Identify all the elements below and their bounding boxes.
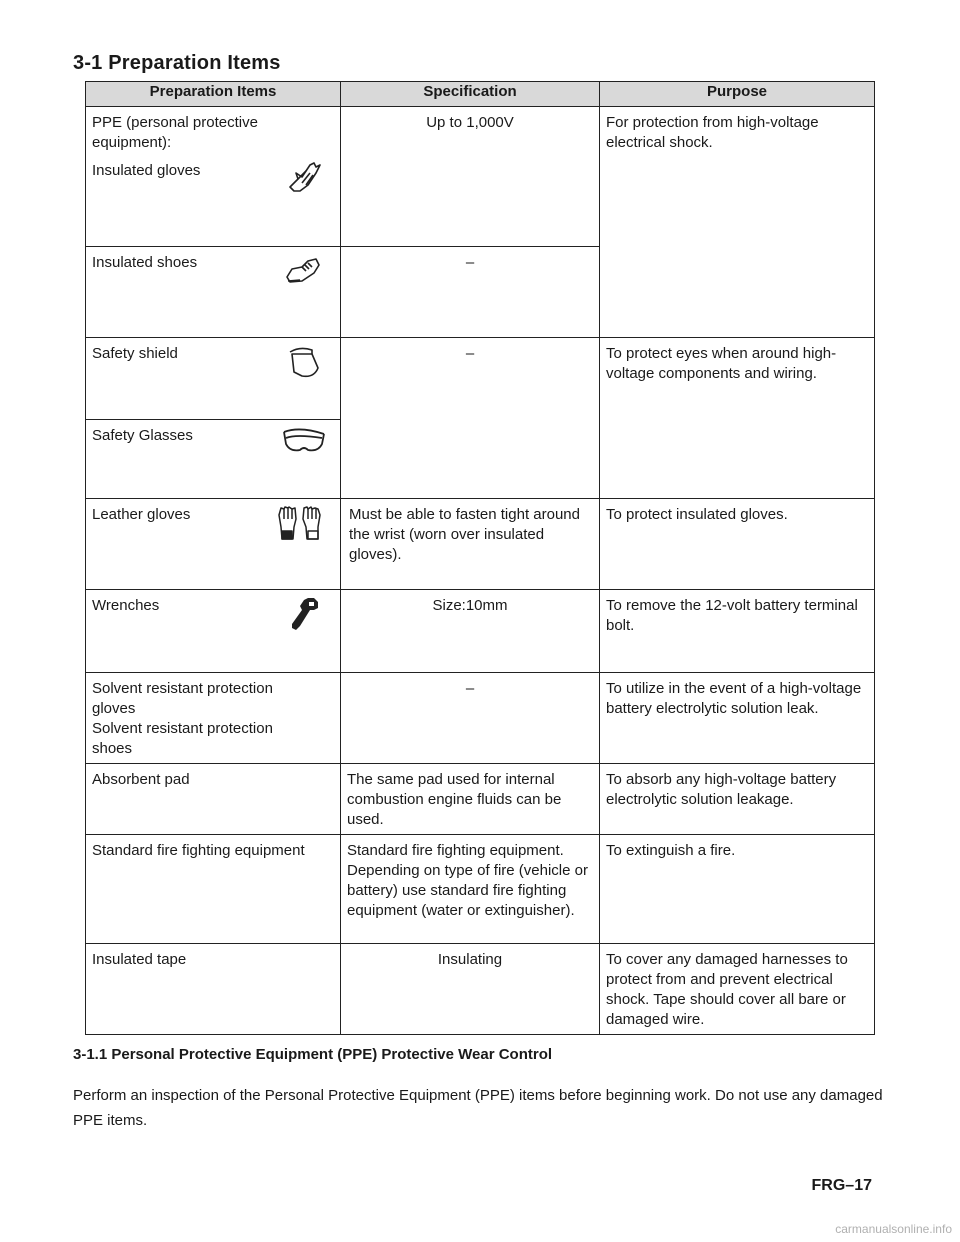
cell-spec-fire: Standard fire fighting equipment. Depending on type of fire (vehicle or battery) use standard fire fighting equipment (water or extinguisher).	[341, 835, 600, 944]
item-leather-gloves-label: Leather gloves	[92, 506, 191, 523]
page-number: FRG–17	[811, 1177, 872, 1194]
item-insulated-shoes-label: Insulated shoes	[92, 254, 198, 271]
section-title: 3-1 Preparation Items	[73, 52, 281, 74]
glove-icon	[286, 159, 324, 193]
cell-purpose-wrenches: To remove the 12-volt battery terminal bolt.	[600, 590, 875, 673]
watermark-text: carmanualsonline.info	[835, 1222, 952, 1236]
item-safety-glasses-label: Safety Glasses	[92, 427, 193, 444]
wrench-icon	[290, 596, 320, 632]
item-safety-shield-label: Safety shield	[92, 345, 178, 362]
cell-spec-solvent: –	[341, 673, 600, 764]
item-solvent-shoes-label: Solvent resistant protection shoes	[92, 720, 273, 757]
cell-purpose-shield: To protect eyes when around high-voltage components and wiring.	[600, 338, 875, 499]
table-row	[86, 944, 875, 1035]
cell-item-wrenches	[86, 590, 341, 673]
cell-item-glasses	[86, 420, 341, 499]
leather-gloves-icon	[276, 505, 324, 543]
preparation-items-table	[85, 81, 875, 1035]
cell-item-pad: Absorbent pad	[86, 764, 341, 835]
table-row	[86, 764, 875, 835]
cell-item-tape: Insulated tape	[86, 944, 341, 1035]
cell-spec-leather	[341, 499, 600, 590]
cell-item-shoes	[86, 247, 341, 338]
table-row	[86, 673, 875, 764]
table-header-row	[86, 82, 875, 107]
cell-item-shield	[86, 338, 341, 420]
cell-spec-tape: Insulating	[341, 944, 600, 1035]
header-specification: Specification	[341, 82, 600, 107]
cell-purpose-leather: To protect insulated gloves.	[600, 499, 875, 590]
cell-purpose-tape: To cover any damaged harnesses to protect from and prevent electrical shock. Tape should cover all bare or damaged wire.	[600, 944, 875, 1035]
safety-glasses-icon	[280, 424, 328, 458]
body-paragraph: Perform an inspection of the Personal Protective Equipment (PPE) items before beginning work. Do not use any damaged PPE items.	[73, 1087, 883, 1129]
cell-spec-ppe: Up to 1,000V	[341, 107, 600, 247]
cell-purpose-fire: To extinguish a fire.	[600, 835, 875, 944]
header-purpose: Purpose	[600, 82, 875, 107]
cell-spec-shield: –	[341, 338, 600, 499]
subsection-title: 3-1.1 Personal Protective Equipment (PPE) Protective Wear Control	[73, 1046, 553, 1063]
cell-purpose-pad: To absorb any high-voltage battery electrolytic solution leakage.	[600, 764, 875, 835]
table-row	[86, 499, 875, 590]
table-row	[86, 338, 875, 420]
cell-purpose-solvent: To utilize in the event of a high-voltage battery electrolytic solution leak.	[600, 673, 875, 764]
table-row	[86, 590, 875, 673]
cell-item-fire: Standard fire fighting equipment	[86, 835, 341, 944]
cell-item-leather	[86, 499, 341, 590]
item-insulated-gloves-label: Insulated gloves	[92, 162, 201, 179]
item-wrenches-label: Wrenches	[92, 597, 160, 614]
table-row	[86, 107, 875, 247]
cell-spec-pad: The same pad used for internal combustion engine fluids can be used.	[341, 764, 600, 835]
item-solvent-gloves-label: Solvent resistant protection gloves	[92, 680, 273, 717]
header-preparation-items: Preparation Items	[86, 82, 341, 107]
item-ppe-label: PPE (personal protective equipment):	[92, 114, 258, 151]
cell-item-solvent	[86, 673, 341, 764]
cell-spec-wrenches: Size:10mm	[341, 590, 600, 673]
cell-spec-shoes: –	[341, 247, 600, 338]
shoe-icon	[284, 255, 322, 285]
spec-leather-text: Must be able to fasten tight around the wrist (worn over insulated gloves).	[349, 506, 580, 563]
table-row	[86, 835, 875, 944]
cell-purpose-ppe: For protection from high-voltage electrical shock.	[600, 107, 875, 338]
face-shield-icon	[286, 344, 322, 380]
cell-item-ppe	[86, 107, 341, 247]
